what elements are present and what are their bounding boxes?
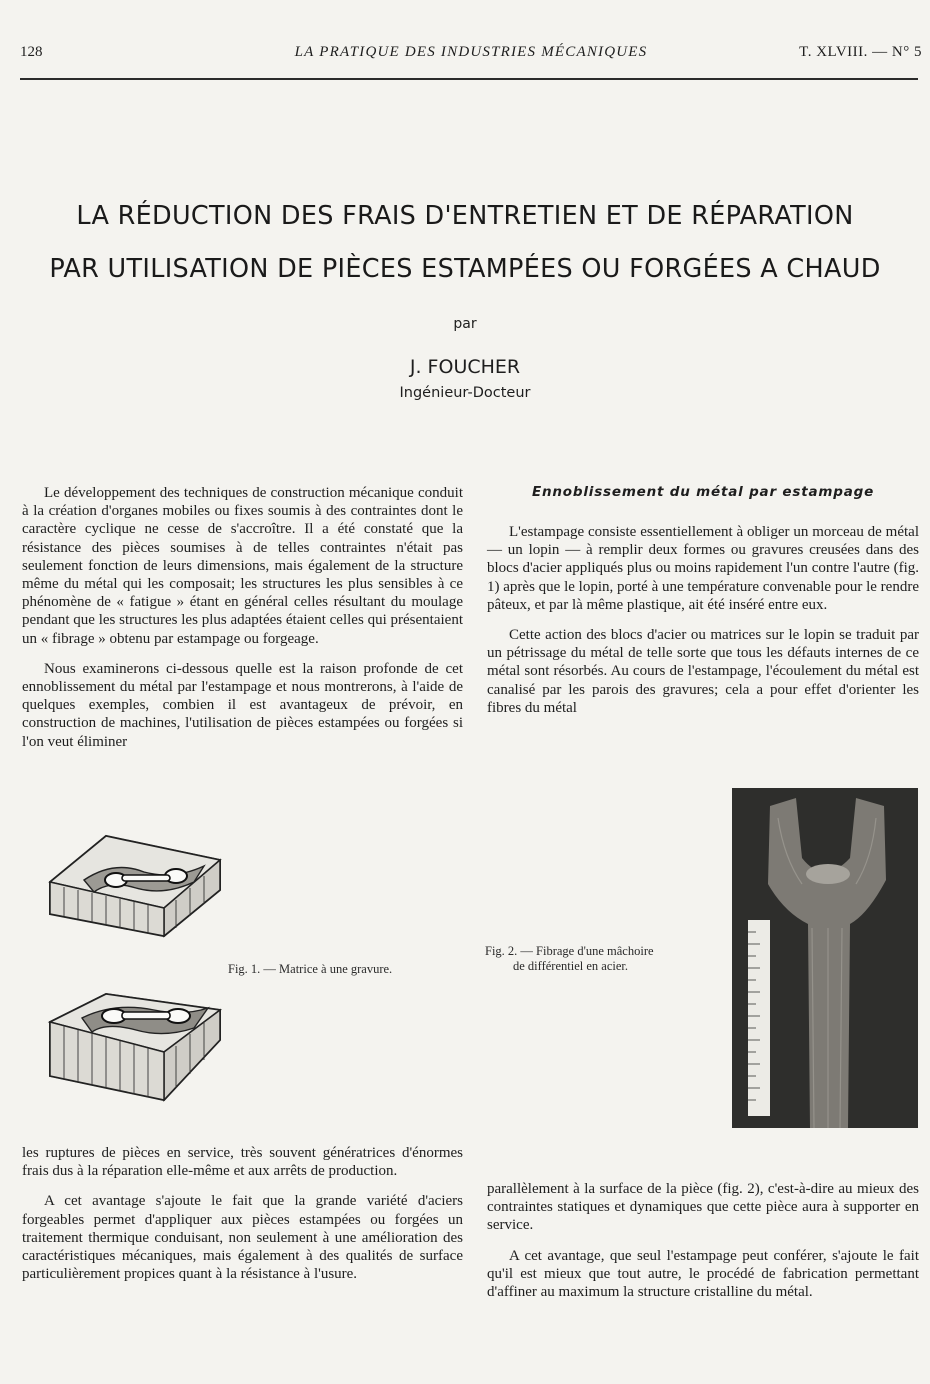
paragraph: A cet avantage, que seul l'estampage peut conférer, s'ajoute le fait qu'il est mieux que tout autre, le procédé de fabrication permettant d'affiner au maximum la structure cristalline du métal. <box>487 1247 919 1301</box>
article-title-line-1: LA RÉDUCTION DES FRAIS D'ENTRETIEN ET DE RÉPARATION <box>76 201 854 231</box>
running-header <box>20 44 922 66</box>
die-bottom-figure <box>44 988 226 1108</box>
paragraph: Cette action des blocs d'acier ou matrices sur le lopin se traduit par un pétrissage du métal de telle sorte que tous les défauts internes de ce métal sont résorbés. Au cours de l'estampage, l'écoulement du métal est canalisé par les parois des gravures; cela a pour effet d'orienter les fibres du métal <box>487 627 919 716</box>
author-affiliation: Ingénieur-Docteur <box>399 385 531 401</box>
paragraph: les ruptures de pièces en service, très souvent génératrices d'énormes frais dus à la réparation elle-même et aux arrêts de production. <box>22 1145 463 1180</box>
forged-jaw-image <box>732 788 918 1128</box>
paragraph: Le développement des techniques de construction mécanique conduit à la création d'organes mobiles ou fixes soumis à des contraintes dont le caractère cyclique ne cesse de s'accroître. Il a été constaté que la résistance des pièces soumises à de telles contraintes n'était pas seulement fonction de leurs dimensions, mais également de la structure même du métal qui les composait; les structures les plus sensibles à ce phénomène de « fatigue » étant en général celles résultant du moulage pendant que les structures les plus adaptées étaient celles qui présentaient un « fibrage » obtenu par estampage ou forgeage. <box>22 485 463 647</box>
figure-2-caption <box>485 944 654 974</box>
section-heading: Ennoblissement du métal par estampage <box>531 484 875 500</box>
die-top-figure <box>44 830 226 956</box>
left-column-top <box>22 484 463 751</box>
figure-2-caption-line-1: Fig. 2. — Fibrage d'une mâchoire <box>485 944 654 958</box>
paragraph: Nous examinerons ci-dessous quelle est la raison profonde de cet ennoblissement du métal par l'estampage et nous montrerons, à l'aide de quelques exemples, combien il est avantageux de prévoir, en construction de machines, l'utilisation de pièces estampées ou forgées si l'on veut éliminer <box>22 660 463 750</box>
figure-1-caption: Fig. 1. — Matrice à une gravure. <box>228 962 393 976</box>
header-rule <box>20 78 918 80</box>
byline-par: par <box>453 316 477 332</box>
author-name: J. FOUCHER <box>409 356 521 378</box>
differential-jaw-photo <box>732 788 918 1128</box>
figure-2-caption-line-2: de différentiel en acier. <box>513 959 628 973</box>
paragraph: A cet avantage s'ajoute le fait que la grande variété d'aciers forgeables permet d'appliquer aux pièces estampées ou forgées un traitement thermique conduisant, non seulement à une amélioration des caractéristiques mécaniques, mais également à des qualités de surface particulièrement propices quant à la résistance à l'usure. <box>22 1193 463 1283</box>
volume-number: T. XLVIII. — N° 5 <box>799 44 922 60</box>
article-title-line-2: PAR UTILISATION DE PIÈCES ESTAMPÉES OU FORGÉES A CHAUD <box>49 254 881 284</box>
journal-title: LA PRATIQUE DES INDUSTRIES MÉCANIQUES <box>294 44 648 60</box>
page-number: 128 <box>20 44 43 60</box>
paragraph: L'estampage consiste essentiellement à obliger un morceau de métal — un lopin — à remplir deux formes ou gravures creusées dans des blocs d'acier appliqués plus ou moins rapidement l'un contre l'autre (fig. 1) après que le lopin, porté à une température convenable pour le rendre pâteux, et par là même plastique, ait été inséré entre eux. <box>487 524 919 613</box>
right-column-bottom <box>487 1180 919 1301</box>
left-column-bottom <box>22 1144 463 1283</box>
right-column-top <box>487 523 919 717</box>
paragraph: parallèlement à la surface de la pièce (fig. 2), c'est-à-dire au mieux des contraintes statiques et dynamiques que cette pièce aura à supporter en service. <box>487 1181 919 1234</box>
